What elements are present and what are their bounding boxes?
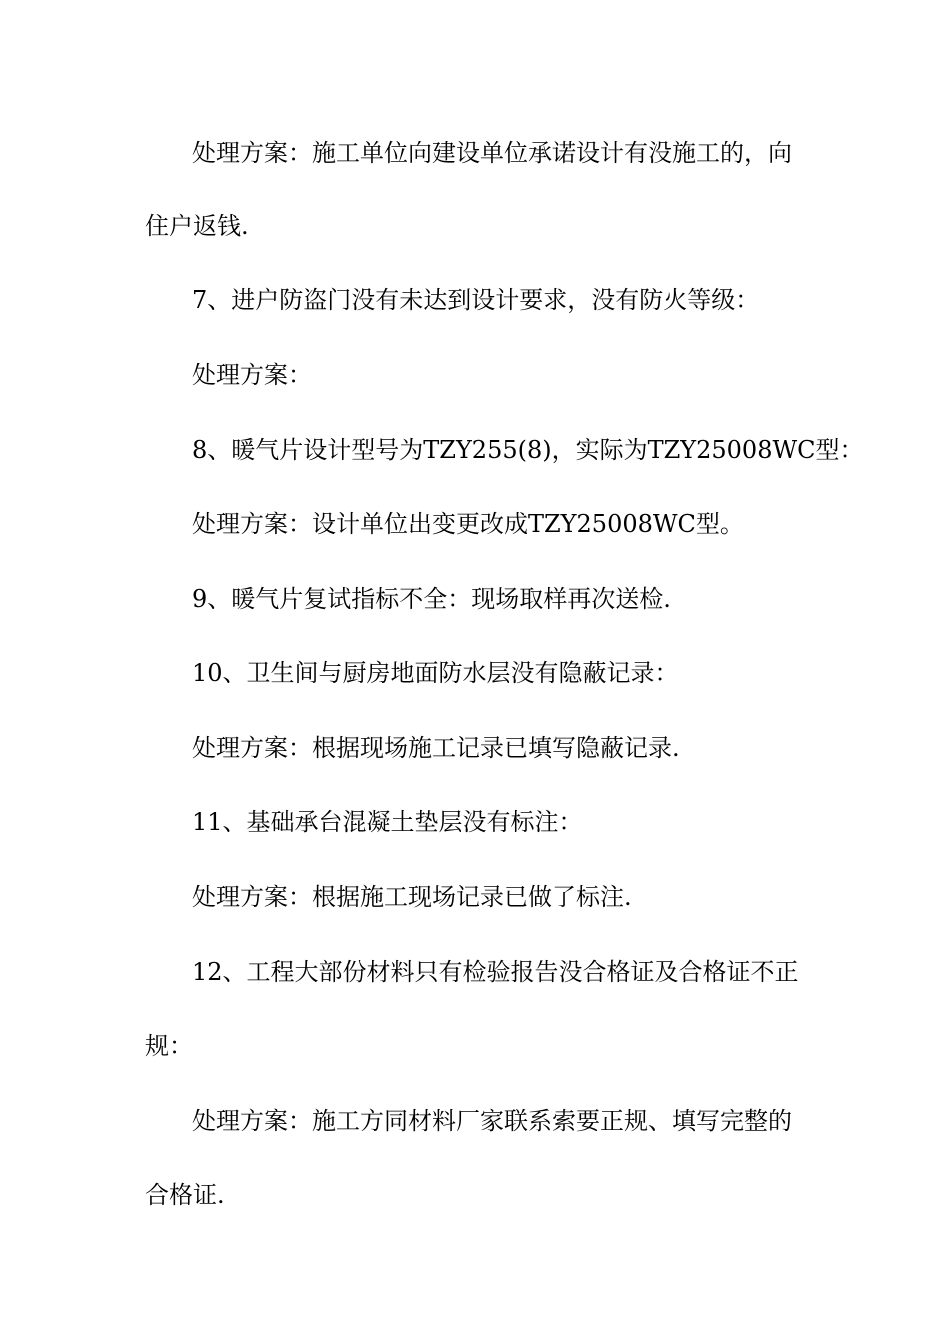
- paragraph-text: 9、暖气片复试指标不全：现场取样再次送检.: [192, 585, 671, 613]
- paragraph-text: 10、卫生间与厨房地面防水层没有隐蔽记录：: [192, 659, 679, 687]
- paragraph-line: [0, 137, 950, 169]
- paragraph-text: 11、基础承台混凝土垫层没有标注：: [192, 808, 583, 836]
- paragraph-line: [0, 881, 950, 913]
- paragraph-line: [0, 1179, 950, 1211]
- paragraph-line: [0, 657, 950, 689]
- paragraph-text: 处理方案：根据施工现场记录已做了标注.: [192, 883, 632, 911]
- paragraph-line: [0, 806, 950, 838]
- paragraph-text: 规：: [145, 1032, 193, 1060]
- paragraph-text: 7、进户防盗门没有未达到设计要求，没有防火等级：: [192, 286, 760, 314]
- paragraph-text: 处理方案：施工方同材料厂家联系索要正规、填写完整的: [192, 1107, 792, 1135]
- paragraph-text: 12、工程大部份材料只有检验报告没合格证及合格证不正: [192, 958, 799, 986]
- paragraph-text: 处理方案：: [192, 361, 312, 389]
- paragraph-line: [0, 732, 950, 764]
- paragraph-text: 处理方案：施工单位向建设单位承诺设计有没施工的，向: [192, 139, 792, 167]
- paragraph-line: [0, 210, 950, 242]
- paragraph-line: [0, 434, 950, 466]
- paragraph-line: [0, 1105, 950, 1137]
- paragraph-line: [0, 359, 950, 391]
- paragraph-text: 处理方案：设计单位出变更改成TZY25008WC型。: [192, 510, 744, 538]
- paragraph-line: [0, 284, 950, 316]
- paragraph-line: [0, 583, 950, 615]
- paragraph-text: 住户返钱.: [145, 212, 249, 240]
- paragraph-line: [0, 1030, 950, 1062]
- paragraph-line: [0, 508, 950, 540]
- paragraph-line: [0, 956, 950, 988]
- paragraph-text: 合格证.: [145, 1181, 225, 1209]
- paragraph-text: 8、暖气片设计型号为TZY255(8)，实际为TZY25008WC型：: [192, 436, 864, 464]
- paragraph-text: 处理方案：根据现场施工记录已填写隐蔽记录.: [192, 734, 680, 762]
